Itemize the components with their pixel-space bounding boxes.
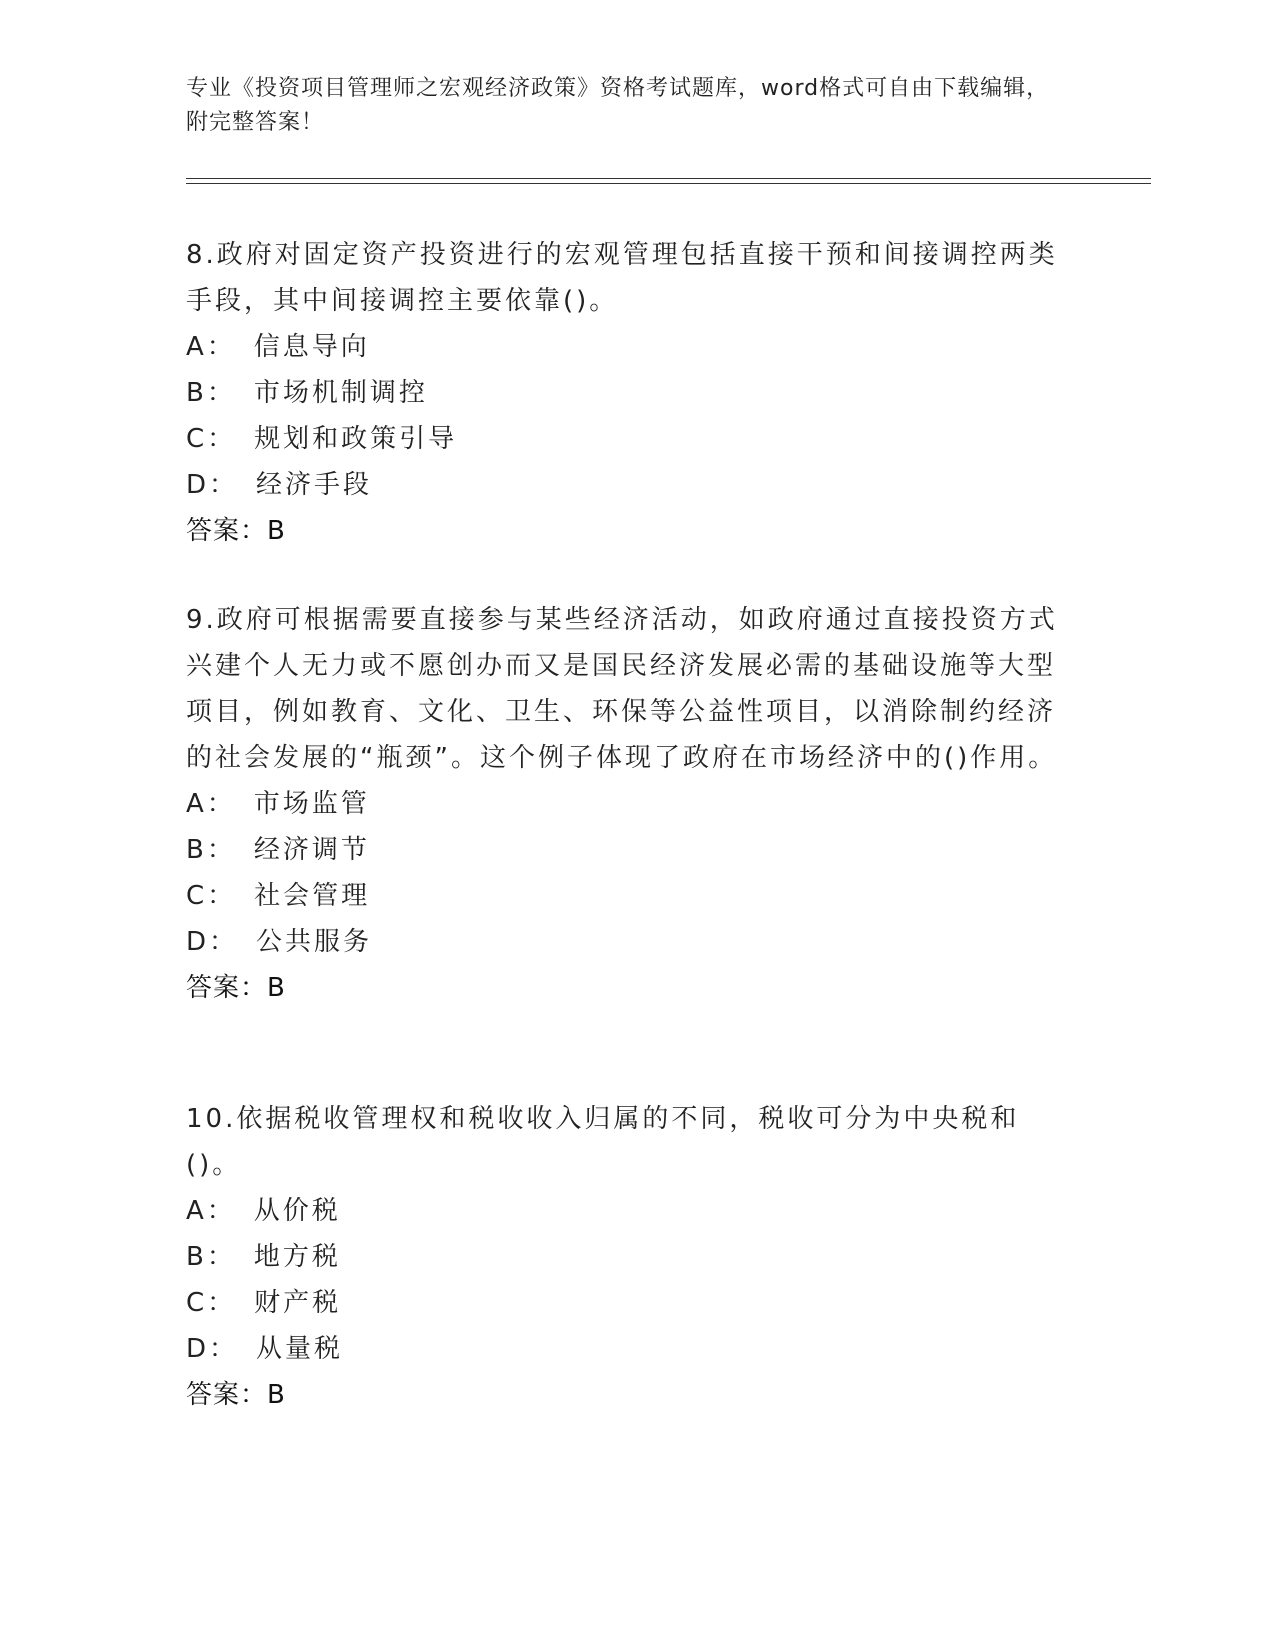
option-letter: A： (186, 1196, 236, 1226)
option-text: 从量税 (256, 1334, 344, 1364)
question-10 (186, 1096, 1066, 1418)
option-text: 地方税 (253, 1242, 341, 1272)
option-c (186, 873, 1066, 919)
question-stem: 8.政府对固定资产投资进行的宏观管理包括直接干预和间接调控两类手段，其中间接调控主要依靠()。 (186, 240, 1058, 316)
option-letter: B： (186, 1242, 236, 1272)
option-d (186, 462, 1066, 508)
option-b (186, 827, 1066, 873)
question-stem: 9.政府可根据需要直接参与某些经济活动，如政府通过直接投资方式兴建个人无力或不愿创办而又是国民经济发展必需的基础设施等大型项目，例如教育、文化、卫生、环保等公益性项目，以消除制约经济的社会发展的“瓶颈”。这个例子体现了政府在市场经济中的()作用。 (186, 605, 1058, 773)
header-divider-top (186, 178, 1151, 179)
option-a (186, 324, 1066, 370)
option-text: 信息导向 (253, 332, 370, 362)
option-letter: D： (186, 1334, 239, 1364)
answer: 答案：B (186, 973, 286, 1003)
option-letter: A： (186, 789, 236, 819)
option-b (186, 370, 1066, 416)
option-a (186, 1188, 1066, 1234)
option-d (186, 1326, 1066, 1372)
option-letter: D： (186, 927, 239, 957)
option-letter: C： (186, 1288, 237, 1318)
document-intro: 专业《投资项目管理师之宏观经济政策》资格考试题库，word格式可自由下载编辑，附完整答案！ (186, 76, 1050, 135)
option-text: 经济调节 (253, 835, 370, 865)
option-text: 公共服务 (256, 927, 373, 957)
option-text: 市场机制调控 (253, 378, 428, 408)
header-divider-bottom (186, 183, 1151, 184)
option-letter: B： (186, 835, 236, 865)
question-9 (186, 597, 1066, 1011)
option-c (186, 416, 1066, 462)
option-text: 社会管理 (254, 881, 371, 911)
option-letter: D： (186, 470, 239, 500)
answer: 答案：B (186, 1380, 286, 1410)
option-letter: C： (186, 424, 237, 454)
option-letter: B： (186, 378, 236, 408)
option-d (186, 919, 1066, 965)
option-letter: A： (186, 332, 236, 362)
option-text: 经济手段 (256, 470, 373, 500)
option-letter: C： (186, 881, 237, 911)
option-text: 市场监管 (253, 789, 370, 819)
answer: 答案：B (186, 516, 286, 546)
option-a (186, 781, 1066, 827)
question-stem: 10.依据税收管理权和税收收入归属的不同，税收可分为中央税和()。 (186, 1104, 1020, 1180)
option-text: 规划和政策引导 (254, 424, 458, 454)
question-8 (186, 232, 1066, 554)
option-text: 财产税 (254, 1288, 342, 1318)
option-b (186, 1234, 1066, 1280)
option-text: 从价税 (253, 1196, 341, 1226)
option-c (186, 1280, 1066, 1326)
